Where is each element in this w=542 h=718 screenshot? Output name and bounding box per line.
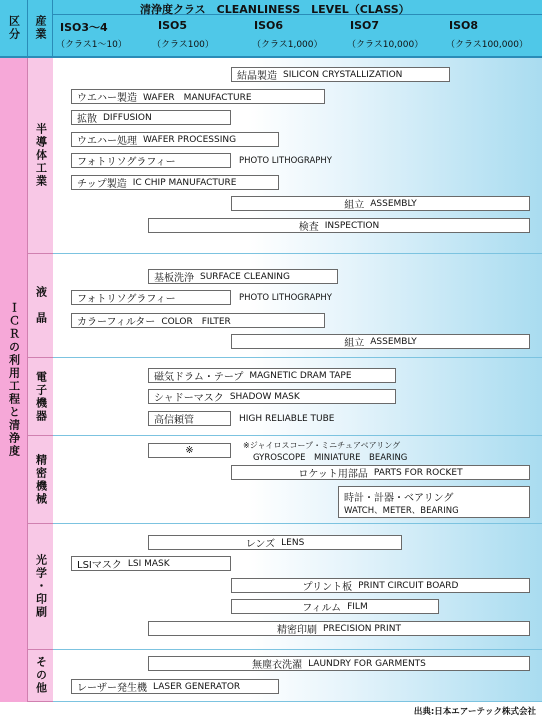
process-en: DIFFUSION (103, 112, 152, 123)
process-en: WAFER MANUFACTURE (143, 93, 252, 103)
iso-sub-1: （クラス1～10） (56, 40, 127, 50)
process-en: PRINT CIRCUIT BOARD (358, 580, 459, 591)
process-ja: 基板洗浄 (154, 273, 194, 284)
industry-electronics: 電子機器 (28, 358, 53, 436)
process-bar (71, 110, 231, 125)
process-bar (231, 578, 530, 593)
gyro-ja-label: ※ジャイロスコープ・ミニチュアベアリング (243, 441, 401, 450)
header-title: 清浄度クラス CLEANLINESS LEVEL（CLASS） (140, 3, 410, 16)
header-category: 区分 (7, 15, 21, 41)
process-bar (71, 153, 231, 168)
process-en: COLOR FILTER (161, 317, 231, 327)
process-bar (148, 443, 231, 458)
header-industry: 産業 (34, 15, 47, 41)
iso-sub-3: （クラス1,000） (252, 40, 323, 50)
process-ja: フォトリソグラフィー (77, 294, 176, 305)
watch-ja-label: 時計・計器・ベアリング (344, 493, 454, 504)
process-ja: 高信頼管 (154, 415, 194, 426)
iso-label-4: ISO7 (350, 19, 380, 32)
process-bar (231, 334, 530, 349)
process-en: IC CHIP MANUFACTURE (132, 177, 237, 188)
category-label: ＩＣＲの利用工程と清浄度 (0, 58, 27, 702)
process-ja: 拡散 (77, 114, 97, 125)
process-ja: レンズ (245, 539, 276, 550)
process-bar (148, 269, 338, 284)
process-ja: LSIマスク (77, 560, 122, 571)
process-ja: シャドーマスク (154, 393, 224, 404)
process-ja: 精密印刷 (277, 625, 318, 636)
process-en-label: PHOTO LITHOGRAPHY (239, 293, 332, 303)
process-bar (231, 67, 450, 82)
process-ja: ウエハー処理 (77, 136, 137, 147)
process-en: SILICON CRYSTALLIZATION (283, 69, 403, 80)
process-en: MAGNETIC DRAM TAPE (249, 370, 352, 381)
process-bar (231, 599, 439, 614)
process-bar (71, 132, 279, 147)
process-ja: レーザー発生機 (77, 683, 147, 694)
iso-sub-4: （クラス10,000） (347, 40, 424, 50)
process-bar (71, 556, 231, 571)
process-bar (148, 368, 396, 383)
process-ja: 検査 (298, 222, 319, 233)
process-bar (148, 621, 530, 636)
process-en: LENS (281, 537, 305, 548)
process-ja: ロケット用部品 (298, 469, 368, 480)
process-en: FILM (347, 601, 368, 612)
industry-optics-printing: 光学・印刷 (28, 524, 53, 650)
industry-other: その他 (28, 650, 53, 702)
process-bar (148, 389, 396, 404)
process-ja: 組立 (344, 200, 365, 211)
process-ja: ※ (185, 445, 194, 456)
industry-semiconductor: 半導体工業 (28, 58, 53, 254)
iso-label-5: ISO8 (449, 19, 479, 32)
process-ja: ウエハー製造 (77, 93, 137, 104)
process-en: PARTS FOR ROCKET (373, 467, 463, 478)
process-en: ASSEMBLY (370, 198, 417, 209)
watch-en-label: WATCH、METER、BEARING (344, 506, 459, 516)
process-en: LSI MASK (127, 558, 170, 569)
process-en: ASSEMBLY (370, 336, 417, 347)
process-ja: カラーフィルター (77, 317, 156, 328)
process-en: INSPECTION (324, 220, 380, 231)
process-ja: プリント板 (302, 582, 353, 593)
gyro-en-label: GYROSCOPE MINIATURE BEARING (253, 453, 408, 463)
source-credit: 出典:日本エアーテック株式会社 (413, 707, 536, 717)
process-ja: 無塵衣洗濯 (252, 660, 303, 671)
process-bar (148, 411, 231, 426)
process-bar (71, 89, 325, 104)
process-en: LASER GENERATOR (153, 681, 241, 692)
process-bar (71, 313, 325, 328)
process-ja: フォトリソグラフィー (77, 157, 176, 168)
process-en: PRECISION PRINT (323, 623, 401, 634)
process-en-label: HIGH RELIABLE TUBE (239, 414, 335, 424)
process-en: LAUNDRY FOR GARMENTS (308, 658, 426, 669)
process-bar (231, 196, 530, 211)
process-ja: フィルム (302, 603, 342, 614)
process-en-label: PHOTO LITHOGRAPHY (239, 156, 332, 166)
process-ja: 磁気ドラム・テープ (154, 372, 244, 383)
iso-sub-2: （クラス100） (152, 40, 214, 50)
industry-precision-machinery: 精密機械 (28, 436, 53, 524)
process-en: WAFER PROCESSING (143, 134, 237, 145)
process-ja: 組立 (344, 338, 365, 349)
process-en: SHADOW MASK (229, 391, 300, 402)
industry-lcd: 液 晶 (28, 254, 53, 358)
iso-label-2: ISO5 (158, 19, 188, 32)
iso-label-1: ISO3～4 (60, 21, 108, 34)
process-en: SURFACE CLEANING (200, 271, 290, 282)
process-bar (71, 175, 279, 190)
process-bar (71, 679, 279, 694)
process-bar (148, 535, 402, 550)
process-bar (71, 290, 231, 305)
process-ja: 結晶製造 (237, 71, 277, 82)
process-bar (231, 465, 530, 480)
process-ja: チップ製造 (77, 179, 127, 190)
iso-label-3: ISO6 (254, 19, 284, 32)
process-bar (148, 656, 530, 671)
process-bar (148, 218, 530, 233)
iso-sub-5: （クラス100,000） (446, 40, 528, 50)
